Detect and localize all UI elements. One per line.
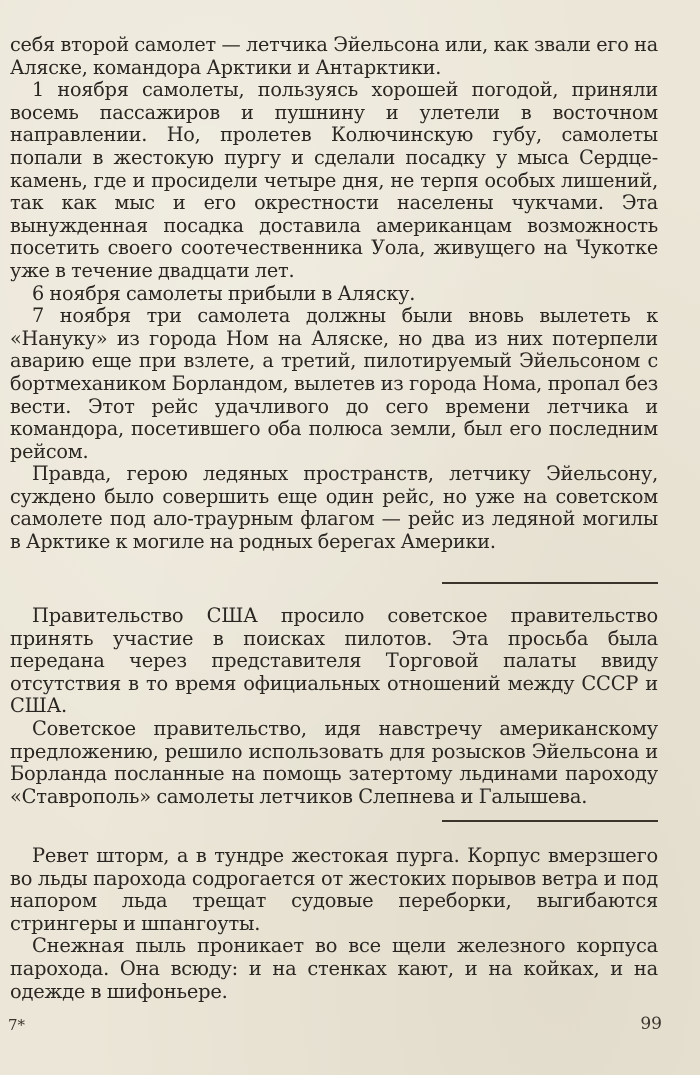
- paragraph: Советское правительство, идя навстречу американскому предложению, решило использовать для розысков Эйельсона и Борланда посланные на помощь затертому льдинами пароходу «Ставрополь» самолеты летчиков Слепнева и Галышева.: [10, 716, 658, 808]
- text-block-middle: [10, 605, 658, 808]
- paragraph: 7 ноября три самолета должны были вновь вылететь к «Нануку» из города Ном на Аляске, но два из них потерпели аварию еще при взлете, а третий, пилотируемый Эйельсоном с бортмехаником Борландом, вылетев из города Нома, пропал без вести. Этот рейс удачливого до сего времени летчика и командора, посетившего оба полюса земли, был его последним рейсом.: [10, 304, 658, 463]
- section-divider: [442, 820, 658, 822]
- paragraph: Правда, герою ледяных пространств, летчику Эйельсону, суждено было совершить еще один рейс, но уже на советском самолете под ало-траурным флагом — рейс из ледяной могилы в Арктике к могиле на родных берегах Америки.: [10, 462, 658, 554]
- text-block-top: [10, 34, 658, 554]
- paragraph: себя второй самолет — летчика Эйельсона или, как звали его на Аляске, командора Арктики и Антарктики.: [10, 33, 658, 79]
- paragraph: 1 ноября самолеты, пользуясь хорошей погодой, приняли восемь пассажиров и пушнину и улетели в восточном направлении. Но, пролетев Колючинскую губу, самолеты попали в жестокую пургу и сделали посадку у мыса Сердце-камень, где и просидели четыре дня, не терпя особых лишений, так как мыс и его окрестности населены чукчами. Эта вынужденная посадка доставила американцам возможность посетить своего соотечественника Уола, живущего на Чукотке уже в течение двадцати лет.: [10, 78, 658, 282]
- paragraph: Ревет шторм, а в тундре жестокая пурга. Корпус вмерзшего во льды парохода содрогается от жестоких порывов ветра и под напором льда трещат судовые переборки, выгибаются стрингеры и шпангоуты.: [10, 844, 658, 935]
- paragraph: Снежная пыль проникает во все щели железного корпуса парохода. Она всюду: и на стенках кают, и на койках, и на одежде в шифоньере.: [10, 934, 658, 1003]
- paragraph: Правительство США просило советское правительство принять участие в поисках пилотов. Эта просьба была передана через представителя Торговой палаты ввиду отсутствия в то время официальных отношений между СССР и США.: [10, 604, 658, 718]
- printer-signature-mark: 7*: [8, 1016, 26, 1034]
- section-divider: [442, 582, 658, 584]
- page-number: 99: [640, 1014, 662, 1034]
- paragraph: 6 ноября самолеты прибыли в Аляску.: [32, 281, 416, 305]
- text-block-bottom: [10, 845, 658, 1003]
